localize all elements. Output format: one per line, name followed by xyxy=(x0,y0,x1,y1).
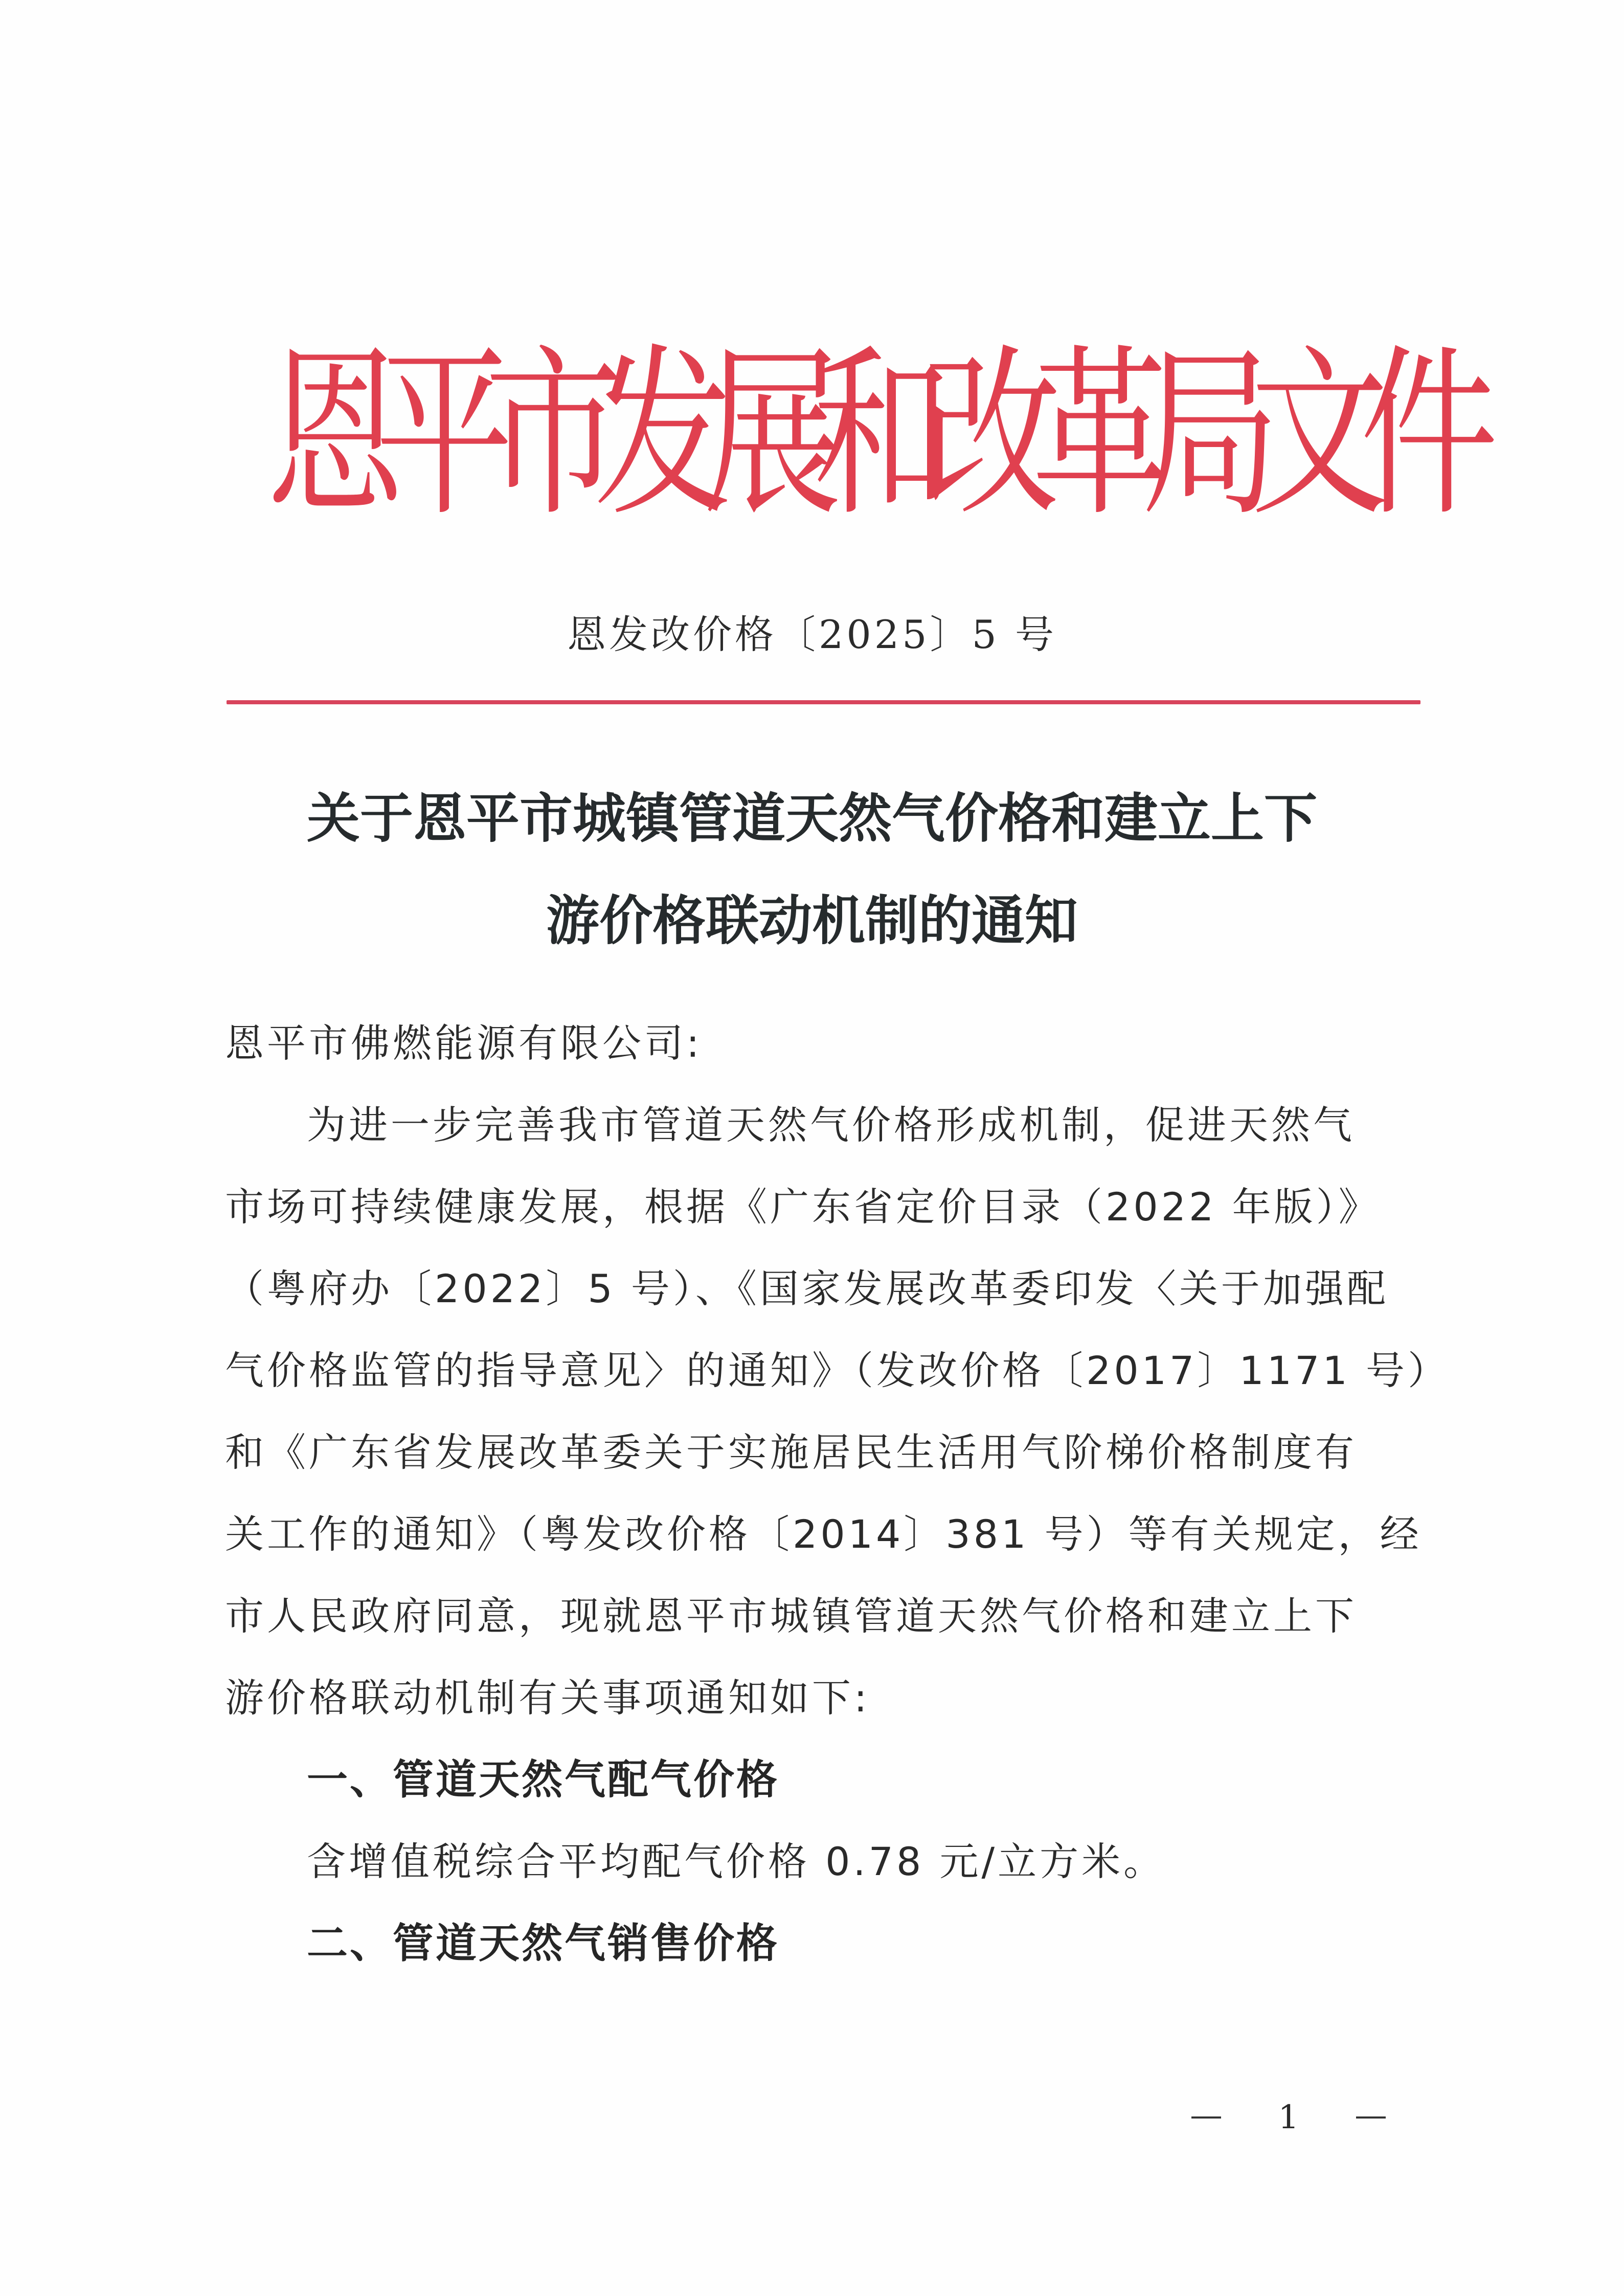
title-line-2: 游价格联动机制的通知 xyxy=(546,889,1078,952)
body-line: 市场可持续健康发展，根据《广东省定价目录（2022 年版）》 xyxy=(225,1184,1381,1230)
body-line: 为进一步完善我市管道天然气价格形成机制，促进天然气 xyxy=(307,1102,1355,1148)
masthead-char: 市 xyxy=(485,328,623,541)
masthead-char: 恩 xyxy=(266,328,404,541)
body-line: 关工作的通知》（粤发改价格〔2014〕381 号）等有关规定，经 xyxy=(225,1511,1422,1557)
document-number: 恩发改价格〔2025〕5 号 xyxy=(567,612,1057,657)
masthead-char: 改 xyxy=(922,328,1061,541)
section-heading-2: 二、管道天然气销售价格 xyxy=(307,1920,779,1967)
page-number-value: 1 xyxy=(1278,2099,1299,2136)
red-divider-rule xyxy=(227,700,1420,704)
page-number-dash-right xyxy=(1356,2116,1386,2119)
masthead-char: 文 xyxy=(1251,328,1389,541)
masthead-title xyxy=(266,306,1498,563)
masthead-char: 局 xyxy=(1141,328,1279,541)
masthead-char: 革 xyxy=(1032,328,1170,541)
masthead-char: 和 xyxy=(813,328,951,541)
page-number-dash-left xyxy=(1191,2116,1221,2119)
body-line: 气价格监管的指导意见〉的通知》（发改价格〔2017〕1171 号） xyxy=(225,1348,1450,1393)
page-number xyxy=(1191,2097,1386,2138)
masthead-char: 发 xyxy=(594,328,732,541)
masthead-char: 件 xyxy=(1360,328,1498,541)
masthead-char: 平 xyxy=(375,328,513,541)
body-line: 和《广东省发展改革委关于实施居民生活用气阶梯价格制度有 xyxy=(225,1430,1357,1475)
body-line: （粤府办〔2022〕5 号）、《国家发展改革委印发〈关于加强配 xyxy=(225,1266,1389,1311)
body-line: 游价格联动机制有关事项通知如下: xyxy=(225,1675,870,1721)
title-line-1: 关于恩平市城镇管道天然气价格和建立上下 xyxy=(306,787,1317,850)
body-line: 市人民政府同意，现就恩平市城镇管道天然气价格和建立上下 xyxy=(225,1593,1357,1639)
section-heading-1: 一、管道天然气配气价格 xyxy=(307,1756,779,1803)
section-content-1: 含增值税综合平均配气价格 0.78 元/立方米。 xyxy=(307,1839,1166,1884)
document-title xyxy=(0,767,1624,972)
masthead-char: 展 xyxy=(704,328,842,541)
addressee: 恩平市佛燃能源有限公司: xyxy=(225,1020,703,1066)
